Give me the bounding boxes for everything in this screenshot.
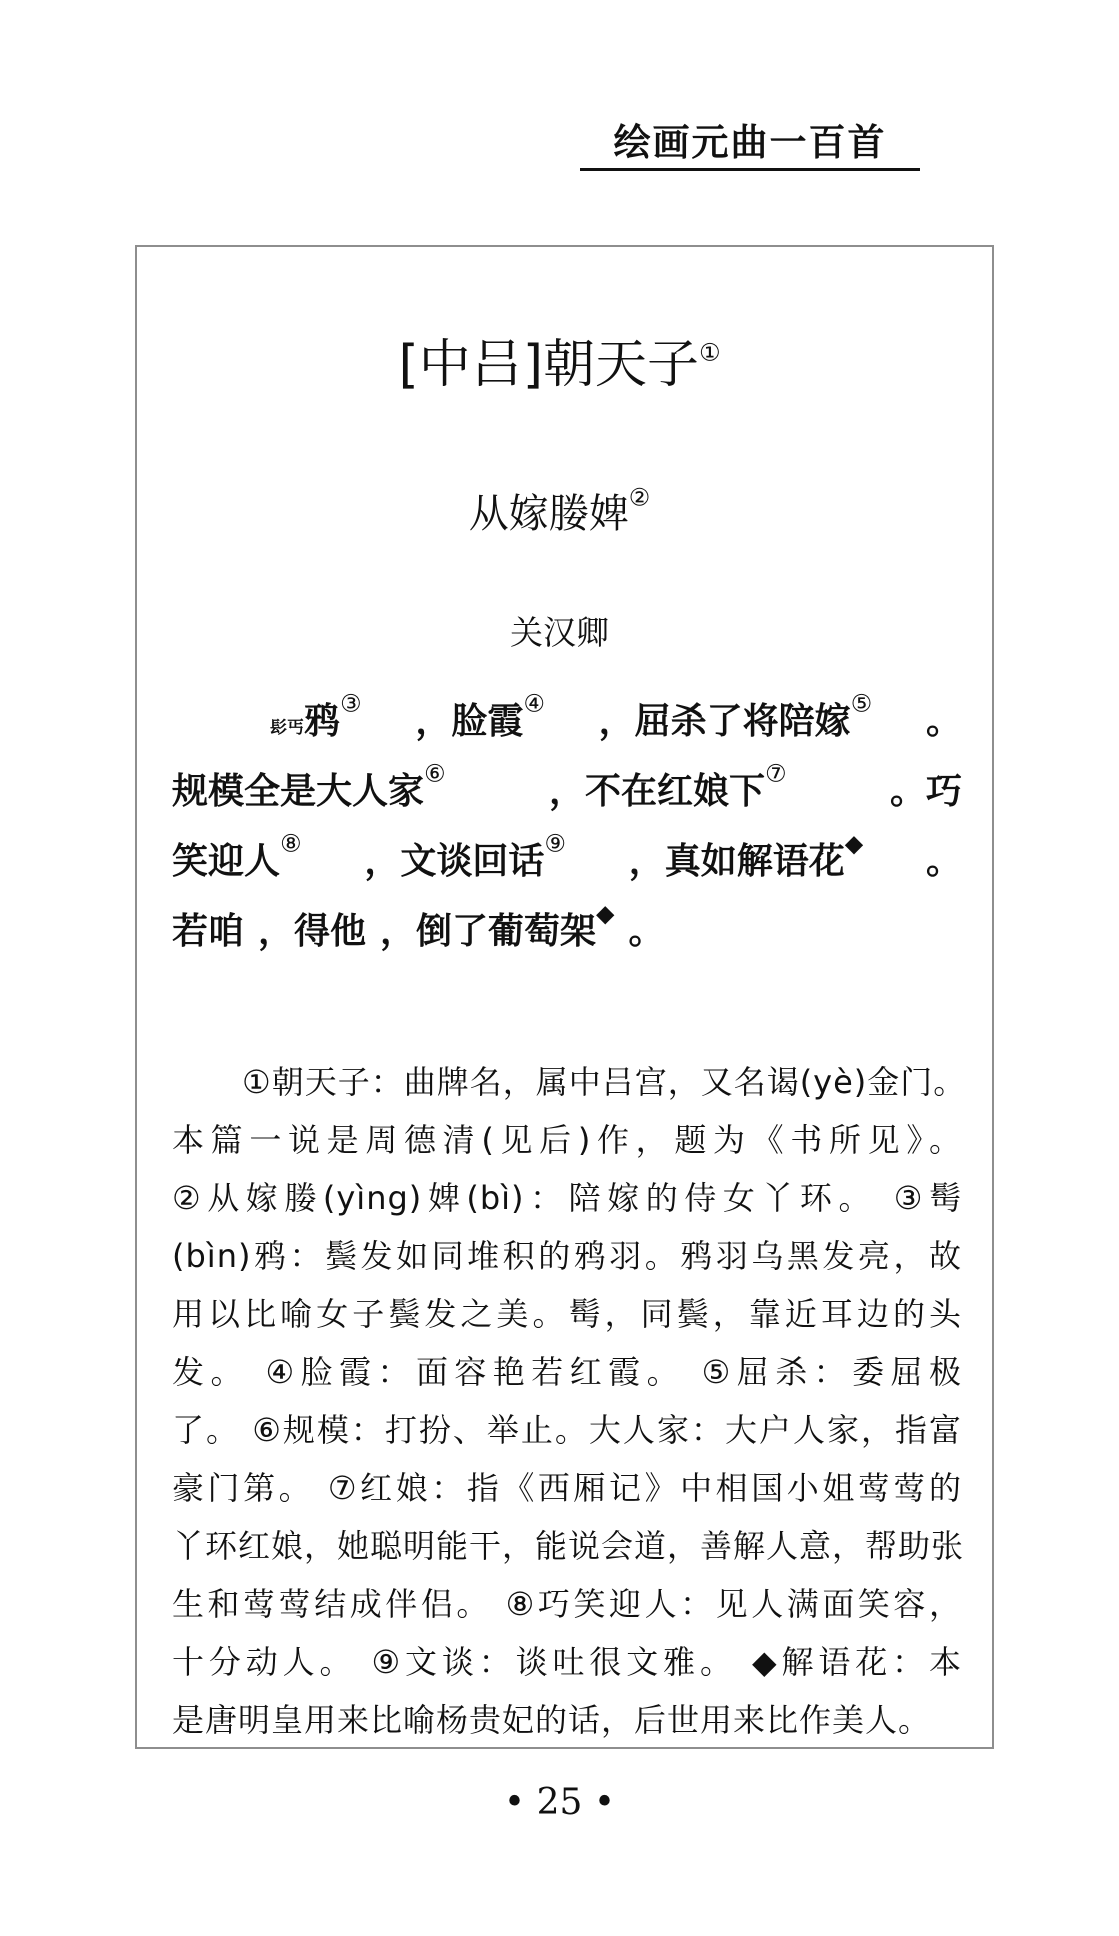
note-line: 生和莺莺结成伴侣。 ⑧巧笑迎人：见人满面笑容， (172, 1585, 962, 1623)
note-line: 十分动人。 ⑨文谈：谈吐很文雅。 ◆解语花：本 (172, 1643, 962, 1681)
note-line: 用以比喻女子鬓发之美。髩，同鬓，靠近耳边的头 (172, 1295, 962, 1333)
page-number: • 25 • (503, 1782, 616, 1823)
note-mark: ◆ (596, 898, 615, 927)
subtitle-note-mark: ② (628, 483, 651, 512)
piece-subtitle (0, 482, 1119, 539)
poem-seg: 若咱 (172, 910, 245, 952)
poem-line-1 (270, 683, 962, 753)
poem-seg: 规模全是大人家⑥ (172, 758, 446, 812)
poem-line-4 (172, 893, 962, 963)
note-line: 了。 ⑥规模：打扮、举止。大人家：大户人家，指富 (172, 1411, 962, 1449)
poem-seg: ，不在红娘下⑦ (548, 758, 787, 812)
note-line: 是唐明皇用来比喻杨贵妃的话，后世用来比作美人。 (172, 1701, 932, 1739)
pronunciation-glyph: 髟丐 (270, 717, 304, 738)
poem-seg: 笑迎人⑧ (172, 828, 302, 882)
note-mark: ③ (340, 688, 362, 717)
note-mark: ④ (523, 688, 545, 717)
note-mark: ⑨ (544, 828, 566, 857)
poem-seg: ，脸霞④ (415, 688, 545, 742)
note-mark: ⑥ (424, 758, 446, 787)
poem-seg: ，文谈回话⑨ (364, 828, 566, 882)
note-line: (bìn)鸦：鬓发如同堆积的鸦羽。鸦羽乌黑发亮，故 (172, 1237, 962, 1275)
note-mark: ⑧ (280, 828, 302, 857)
poem-seg: 。 (628, 910, 665, 952)
poem-seg: 。 (925, 840, 962, 882)
book-title-header: 绘画元曲一百首 (580, 112, 920, 171)
note-mark: ◆ (844, 828, 864, 857)
note-line: 本篇一说是周德清(见后)作，题为《书所见》。 (172, 1121, 962, 1159)
note-line: 豪门第。 ⑦红娘：指《西厢记》中相国小姐莺莺的 (172, 1469, 962, 1507)
note-line: 丫环红娘，她聪明能干，能说会道，善解人意，帮助张 (172, 1527, 965, 1565)
note-mark: ⑦ (765, 758, 787, 787)
note-line: ②从嫁媵(yìng)婢(bì)：陪嫁的侍女丫环。 ③髩 (172, 1179, 962, 1217)
author-name: 关汉卿 (510, 613, 609, 652)
poem-seg: 髟丐鸦③ (270, 688, 362, 742)
poem-seg: ，屈杀了将陪嫁⑤ (598, 688, 873, 742)
piece-title (0, 322, 1119, 397)
poem-line-3 (172, 823, 962, 893)
note-line: 发。 ④脸霞：面容艳若红霞。 ⑤屈杀：委屈极 (172, 1353, 962, 1391)
piece-subtitle-text: 从嫁媵婢 (468, 491, 629, 537)
poem-seg: 。巧 (889, 770, 962, 812)
poem-line-2 (172, 753, 962, 823)
poem-seg: 。 (925, 700, 962, 742)
title-note-mark: ① (699, 338, 721, 367)
poem-seg: ，真如解语花◆ (628, 828, 864, 882)
poem-seg: ，倒了葡萄架◆ (380, 898, 615, 952)
piece-title-text: [中吕]朝天子 (398, 335, 700, 395)
note-line: ①朝天子：曲牌名，属中吕宫，又名谒(yè)金门。 (242, 1063, 967, 1101)
poem-seg: ，得他 (258, 910, 367, 952)
note-mark: ⑤ (850, 688, 873, 717)
